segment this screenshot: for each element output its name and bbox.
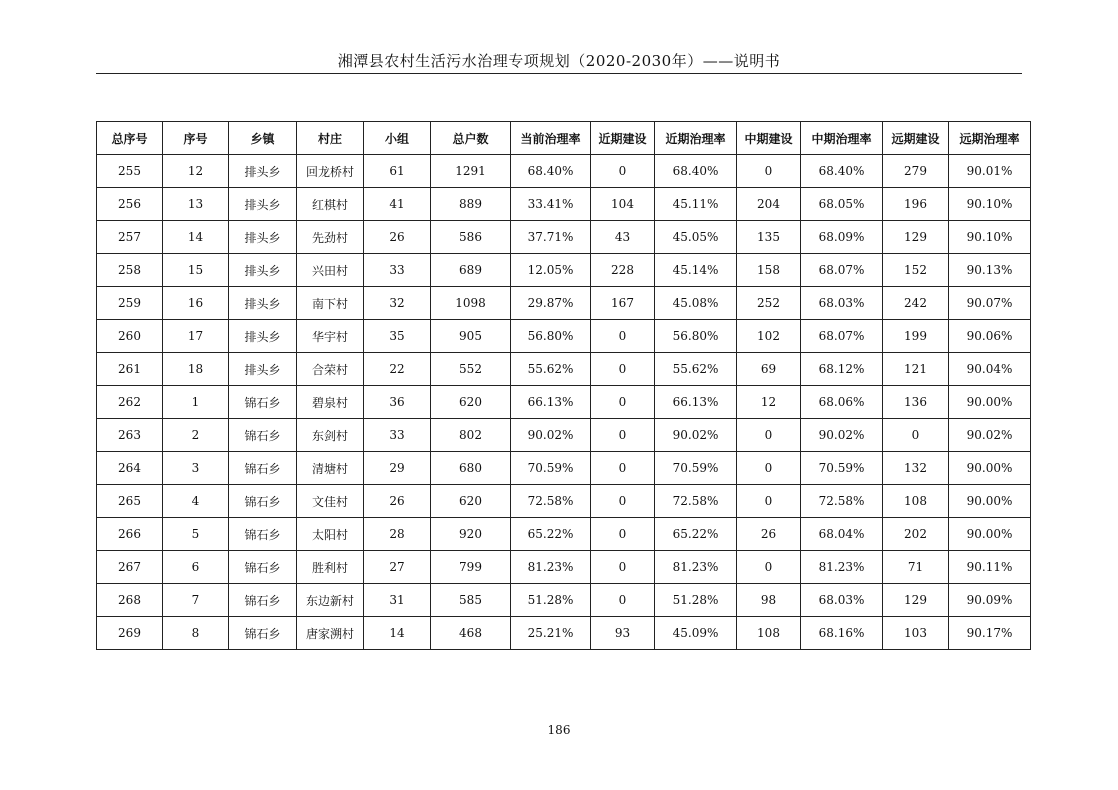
table-header-row: [97, 122, 1031, 155]
cell-total-index: 266: [97, 518, 163, 551]
cell-long-term-rate: 90.00%: [949, 452, 1031, 485]
cell-long-term-build: 108: [883, 485, 949, 518]
cell-mid-term-build: 252: [737, 287, 801, 320]
cell-mid-term-build: 0: [737, 452, 801, 485]
cell-current-rate: 68.40%: [511, 155, 591, 188]
cell-village: 文佳村: [297, 485, 364, 518]
cell-current-rate: 33.41%: [511, 188, 591, 221]
cell-current-rate: 37.71%: [511, 221, 591, 254]
cell-mid-term-build: 158: [737, 254, 801, 287]
cell-near-term-rate: 68.40%: [655, 155, 737, 188]
cell-village: 回龙桥村: [297, 155, 364, 188]
cell-total-index: 269: [97, 617, 163, 650]
cell-households: 552: [431, 353, 511, 386]
cell-current-rate: 81.23%: [511, 551, 591, 584]
cell-groups: 28: [364, 518, 431, 551]
cell-long-term-build: 121: [883, 353, 949, 386]
cell-current-rate: 12.05%: [511, 254, 591, 287]
cell-near-term-rate: 72.58%: [655, 485, 737, 518]
cell-near-term-build: 0: [591, 386, 655, 419]
cell-near-term-build: 0: [591, 452, 655, 485]
cell-groups: 41: [364, 188, 431, 221]
col-header-mid-term-rate: 中期治理率: [801, 122, 883, 155]
cell-township: 排头乡: [229, 320, 297, 353]
cell-groups: 22: [364, 353, 431, 386]
col-header-index: 序号: [163, 122, 229, 155]
cell-long-term-rate: 90.11%: [949, 551, 1031, 584]
cell-township: 锦石乡: [229, 551, 297, 584]
cell-mid-term-build: 0: [737, 485, 801, 518]
cell-long-term-build: 196: [883, 188, 949, 221]
cell-mid-term-build: 0: [737, 419, 801, 452]
table-row: [97, 518, 1031, 551]
cell-long-term-rate: 90.10%: [949, 188, 1031, 221]
table-row: [97, 320, 1031, 353]
cell-total-index: 260: [97, 320, 163, 353]
cell-households: 620: [431, 386, 511, 419]
cell-long-term-build: 202: [883, 518, 949, 551]
cell-index: 5: [163, 518, 229, 551]
cell-groups: 26: [364, 221, 431, 254]
cell-long-term-rate: 90.00%: [949, 386, 1031, 419]
cell-township: 排头乡: [229, 188, 297, 221]
col-header-households: 总户数: [431, 122, 511, 155]
cell-index: 17: [163, 320, 229, 353]
cell-mid-term-rate: 68.03%: [801, 584, 883, 617]
cell-total-index: 257: [97, 221, 163, 254]
cell-mid-term-rate: 68.03%: [801, 287, 883, 320]
cell-near-term-build: 104: [591, 188, 655, 221]
cell-current-rate: 55.62%: [511, 353, 591, 386]
cell-near-term-rate: 45.11%: [655, 188, 737, 221]
cell-total-index: 255: [97, 155, 163, 188]
cell-township: 锦石乡: [229, 584, 297, 617]
cell-index: 7: [163, 584, 229, 617]
cell-village: 东剑村: [297, 419, 364, 452]
cell-near-term-rate: 45.09%: [655, 617, 737, 650]
cell-groups: 36: [364, 386, 431, 419]
cell-mid-term-rate: 68.09%: [801, 221, 883, 254]
cell-mid-term-build: 69: [737, 353, 801, 386]
cell-village: 胜利村: [297, 551, 364, 584]
cell-long-term-build: 199: [883, 320, 949, 353]
col-header-mid-term-build: 中期建设: [737, 122, 801, 155]
table-row: [97, 617, 1031, 650]
table-row: [97, 485, 1031, 518]
cell-mid-term-build: 0: [737, 155, 801, 188]
cell-households: 1291: [431, 155, 511, 188]
cell-mid-term-rate: 68.04%: [801, 518, 883, 551]
cell-near-term-build: 228: [591, 254, 655, 287]
cell-current-rate: 51.28%: [511, 584, 591, 617]
cell-village: 东边新村: [297, 584, 364, 617]
cell-long-term-rate: 90.04%: [949, 353, 1031, 386]
cell-long-term-build: 71: [883, 551, 949, 584]
table-row: [97, 155, 1031, 188]
cell-mid-term-rate: 68.06%: [801, 386, 883, 419]
cell-near-term-rate: 51.28%: [655, 584, 737, 617]
cell-long-term-build: 242: [883, 287, 949, 320]
col-header-township: 乡镇: [229, 122, 297, 155]
table-row: [97, 353, 1031, 386]
cell-near-term-build: 0: [591, 584, 655, 617]
cell-households: 1098: [431, 287, 511, 320]
table-row: [97, 386, 1031, 419]
table-row: [97, 188, 1031, 221]
cell-township: 排头乡: [229, 221, 297, 254]
cell-mid-term-build: 12: [737, 386, 801, 419]
cell-index: 6: [163, 551, 229, 584]
cell-mid-term-build: 98: [737, 584, 801, 617]
table-body: [97, 155, 1031, 650]
cell-index: 18: [163, 353, 229, 386]
table-row: [97, 452, 1031, 485]
cell-current-rate: 56.80%: [511, 320, 591, 353]
cell-current-rate: 70.59%: [511, 452, 591, 485]
cell-township: 排头乡: [229, 155, 297, 188]
header-divider: [96, 73, 1022, 74]
cell-mid-term-build: 204: [737, 188, 801, 221]
cell-long-term-rate: 90.02%: [949, 419, 1031, 452]
cell-index: 4: [163, 485, 229, 518]
cell-long-term-rate: 90.01%: [949, 155, 1031, 188]
cell-near-term-build: 0: [591, 320, 655, 353]
cell-current-rate: 90.02%: [511, 419, 591, 452]
cell-village: 先劲村: [297, 221, 364, 254]
cell-households: 620: [431, 485, 511, 518]
cell-groups: 27: [364, 551, 431, 584]
table-row: [97, 254, 1031, 287]
cell-township: 排头乡: [229, 287, 297, 320]
cell-near-term-build: 0: [591, 419, 655, 452]
cell-village: 南下村: [297, 287, 364, 320]
cell-mid-term-build: 102: [737, 320, 801, 353]
table-row: [97, 584, 1031, 617]
cell-near-term-build: 0: [591, 551, 655, 584]
cell-total-index: 264: [97, 452, 163, 485]
cell-near-term-rate: 45.05%: [655, 221, 737, 254]
cell-long-term-rate: 90.00%: [949, 485, 1031, 518]
cell-mid-term-build: 26: [737, 518, 801, 551]
cell-index: 1: [163, 386, 229, 419]
cell-households: 586: [431, 221, 511, 254]
cell-index: 3: [163, 452, 229, 485]
cell-village: 红棋村: [297, 188, 364, 221]
cell-mid-term-rate: 68.07%: [801, 320, 883, 353]
cell-village: 太阳村: [297, 518, 364, 551]
cell-households: 905: [431, 320, 511, 353]
cell-near-term-build: 167: [591, 287, 655, 320]
col-header-near-term-build: 近期建设: [591, 122, 655, 155]
cell-village: 碧泉村: [297, 386, 364, 419]
cell-groups: 32: [364, 287, 431, 320]
cell-current-rate: 66.13%: [511, 386, 591, 419]
cell-index: 12: [163, 155, 229, 188]
cell-long-term-build: 0: [883, 419, 949, 452]
cell-total-index: 267: [97, 551, 163, 584]
cell-current-rate: 72.58%: [511, 485, 591, 518]
cell-groups: 33: [364, 419, 431, 452]
cell-township: 排头乡: [229, 353, 297, 386]
cell-index: 16: [163, 287, 229, 320]
cell-total-index: 268: [97, 584, 163, 617]
cell-total-index: 261: [97, 353, 163, 386]
cell-mid-term-rate: 68.07%: [801, 254, 883, 287]
cell-total-index: 256: [97, 188, 163, 221]
cell-mid-term-rate: 72.58%: [801, 485, 883, 518]
cell-near-term-rate: 66.13%: [655, 386, 737, 419]
cell-groups: 31: [364, 584, 431, 617]
col-header-current-rate: 当前治理率: [511, 122, 591, 155]
cell-long-term-rate: 90.00%: [949, 518, 1031, 551]
cell-near-term-rate: 65.22%: [655, 518, 737, 551]
cell-township: 锦石乡: [229, 386, 297, 419]
cell-current-rate: 29.87%: [511, 287, 591, 320]
col-header-near-term-rate: 近期治理率: [655, 122, 737, 155]
cell-long-term-build: 103: [883, 617, 949, 650]
col-header-groups: 小组: [364, 122, 431, 155]
cell-township: 锦石乡: [229, 419, 297, 452]
cell-village: 合荣村: [297, 353, 364, 386]
cell-index: 15: [163, 254, 229, 287]
cell-near-term-rate: 81.23%: [655, 551, 737, 584]
cell-households: 468: [431, 617, 511, 650]
cell-township: 锦石乡: [229, 452, 297, 485]
cell-mid-term-rate: 68.05%: [801, 188, 883, 221]
cell-groups: 35: [364, 320, 431, 353]
cell-total-index: 265: [97, 485, 163, 518]
cell-index: 14: [163, 221, 229, 254]
cell-near-term-rate: 45.14%: [655, 254, 737, 287]
cell-total-index: 263: [97, 419, 163, 452]
cell-current-rate: 25.21%: [511, 617, 591, 650]
cell-near-term-build: 0: [591, 155, 655, 188]
cell-households: 689: [431, 254, 511, 287]
cell-near-term-build: 93: [591, 617, 655, 650]
cell-index: 2: [163, 419, 229, 452]
col-header-long-term-build: 远期建设: [883, 122, 949, 155]
cell-groups: 14: [364, 617, 431, 650]
col-header-total-index: 总序号: [97, 122, 163, 155]
cell-total-index: 262: [97, 386, 163, 419]
cell-mid-term-rate: 90.02%: [801, 419, 883, 452]
cell-near-term-build: 0: [591, 353, 655, 386]
cell-households: 920: [431, 518, 511, 551]
cell-total-index: 259: [97, 287, 163, 320]
cell-near-term-build: 0: [591, 485, 655, 518]
village-sewage-table: [96, 121, 1031, 650]
cell-groups: 26: [364, 485, 431, 518]
page-number: 186: [547, 723, 571, 737]
cell-long-term-build: 129: [883, 584, 949, 617]
cell-village: 华宇村: [297, 320, 364, 353]
cell-index: 13: [163, 188, 229, 221]
cell-near-term-rate: 56.80%: [655, 320, 737, 353]
cell-long-term-rate: 90.09%: [949, 584, 1031, 617]
cell-township: 排头乡: [229, 254, 297, 287]
col-header-long-term-rate: 远期治理率: [949, 122, 1031, 155]
cell-mid-term-build: 0: [737, 551, 801, 584]
cell-current-rate: 65.22%: [511, 518, 591, 551]
cell-long-term-build: 279: [883, 155, 949, 188]
cell-near-term-rate: 70.59%: [655, 452, 737, 485]
cell-near-term-build: 43: [591, 221, 655, 254]
cell-groups: 29: [364, 452, 431, 485]
document-header-title: 湘潭县农村生活污水治理专项规划（2020-2030年）——说明书: [337, 52, 781, 70]
cell-groups: 33: [364, 254, 431, 287]
cell-township: 锦石乡: [229, 518, 297, 551]
cell-mid-term-rate: 70.59%: [801, 452, 883, 485]
cell-near-term-build: 0: [591, 518, 655, 551]
table-row: [97, 221, 1031, 254]
cell-near-term-rate: 55.62%: [655, 353, 737, 386]
cell-households: 585: [431, 584, 511, 617]
table-row: [97, 287, 1031, 320]
cell-total-index: 258: [97, 254, 163, 287]
cell-village: 清塘村: [297, 452, 364, 485]
cell-households: 680: [431, 452, 511, 485]
cell-long-term-rate: 90.13%: [949, 254, 1031, 287]
cell-long-term-build: 132: [883, 452, 949, 485]
cell-long-term-rate: 90.06%: [949, 320, 1031, 353]
cell-mid-term-rate: 68.40%: [801, 155, 883, 188]
cell-long-term-build: 136: [883, 386, 949, 419]
cell-mid-term-build: 108: [737, 617, 801, 650]
cell-long-term-build: 152: [883, 254, 949, 287]
cell-village: 唐家溯村: [297, 617, 364, 650]
cell-long-term-rate: 90.17%: [949, 617, 1031, 650]
cell-mid-term-build: 135: [737, 221, 801, 254]
cell-mid-term-rate: 68.12%: [801, 353, 883, 386]
table-row: [97, 419, 1031, 452]
cell-long-term-rate: 90.07%: [949, 287, 1031, 320]
cell-near-term-rate: 90.02%: [655, 419, 737, 452]
cell-mid-term-rate: 81.23%: [801, 551, 883, 584]
cell-village: 兴田村: [297, 254, 364, 287]
cell-households: 802: [431, 419, 511, 452]
cell-index: 8: [163, 617, 229, 650]
cell-near-term-rate: 45.08%: [655, 287, 737, 320]
cell-groups: 61: [364, 155, 431, 188]
cell-households: 889: [431, 188, 511, 221]
cell-township: 锦石乡: [229, 485, 297, 518]
cell-long-term-rate: 90.10%: [949, 221, 1031, 254]
cell-township: 锦石乡: [229, 617, 297, 650]
cell-long-term-build: 129: [883, 221, 949, 254]
table-row: [97, 551, 1031, 584]
col-header-village: 村庄: [297, 122, 364, 155]
cell-mid-term-rate: 68.16%: [801, 617, 883, 650]
cell-households: 799: [431, 551, 511, 584]
